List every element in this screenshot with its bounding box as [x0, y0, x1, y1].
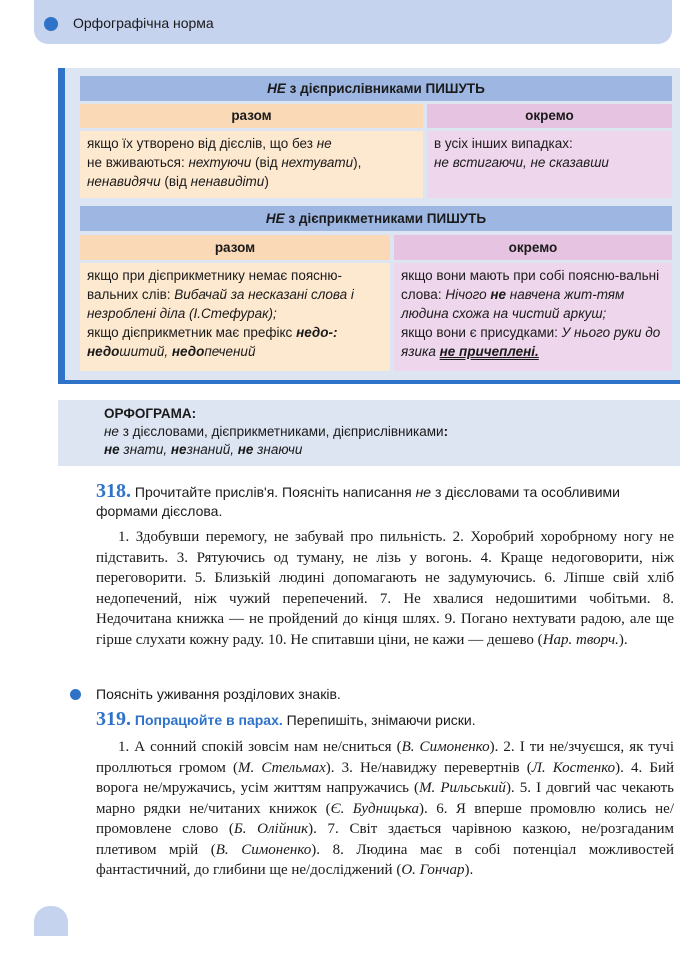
spelling-rule-line: не з дієсловами, дієприкметниками, дієприслівниками:	[104, 424, 449, 439]
table1-cell-separate: в усіх інших випадках: не встигаючи, не сказавши	[427, 131, 672, 198]
table1-cell-together: якщо їх утворено від дієслів, що без не не вживаються: нехтуючи (від нехтувати), ненавидячи (від ненавидіти)	[80, 131, 423, 198]
exercise-318-text: 1. Здобувши перемогу, не забувай про пильність. 2. Хоробрий хоробрному ногу не підставить. 3. Рятуючись од туману, не лізь у вогонь. 4. Краще недоговорити, ніж переговорити. 5. Близькій людині допомагають не задумуючись. 6. Ліпше свій хліб недопечений, ніж чужий перепечений. 7. Не хвалися недошитими чобітьми. 8. Недочитана книжка — не пройдений до кінця шлях. 9. Погано нехтувати радою, але ще гірше слухати кожну раду. 10. Не спитавши ціни, не кажи — дешево (Нар. творч.).	[96, 529, 674, 648]
table1-title: НЕ з дієприслівниками ПИШУТЬ	[80, 76, 672, 101]
table2-cell-together: якщо при дієприкметнику немає поясню-вальних слів: Вибачай за несказані слова і незроблені діла (І.Стефурак); якщо дієприкметник має префікс недо-: недошитий, недопечений	[80, 263, 390, 371]
exercise-319-intro: 319. Попрацюйте в парах. Перепишіть, знімаючи риски.	[96, 708, 476, 730]
spelling-rule-examples: не знати, незнаний, не знаючи	[104, 442, 303, 457]
spelling-rule-box	[58, 400, 680, 466]
table1-col-separate: окремо	[427, 104, 672, 128]
task-bullet-icon	[70, 689, 81, 700]
table2-col-separate: окремо	[394, 235, 672, 260]
exercise-319-text: 1. А сонний спокій зовсім нам не/сниться (В. Симоненко). 2. І ти не/зчуєшся, як тучі проллються громом (М. Стельмах). 3. Не/навиджу перевертнів (Л. Костенко). 4. Бий ворога не/мружачись, усім життям напружачись (М. Рильський). 5. І довгий час чекають марно рядки не/читаних книжок (Є. Будницька). 6. Я вперше промовлю колись не/промовлене слово (Б. Олійник). 7. Світ здається чарівною казкою, не/розгаданим плетивом мрій (В. Симоненко). 8. Людина має в собі потенціал можливостей фантастичний, до глибини ще не/досліджений (О. Гончар).	[96, 739, 674, 878]
table2-cell-separate: якщо вони мають при собі поясню-вальні слова: Нічого не навчена жит-тям людина схожа на чистий аркуш; якщо вони є присудками: У нього руки до язика не причеплені.	[394, 263, 672, 371]
page-number-tab	[34, 906, 68, 936]
exercise-319-number: 319.	[96, 708, 131, 730]
rules-panel-bottom-line	[58, 380, 680, 384]
exercise-318-subtask: Поясніть уживання розділових знаків.	[96, 686, 341, 702]
exercise-318-number: 318.	[96, 480, 131, 502]
header-bullet-icon	[44, 17, 58, 31]
table1-col-together: разом	[80, 104, 423, 128]
table2-title: НЕ з дієприкметниками ПИШУТЬ	[80, 206, 672, 231]
rules-panel-accent	[58, 68, 65, 383]
spelling-rule-title: ОРФОГРАМА:	[104, 406, 197, 421]
table2-col-together: разом	[80, 235, 390, 260]
page-title: Орфографічна норма	[73, 15, 214, 31]
exercise-318-intro: 318. Прочитайте прислів'я. Поясніть написання не з дієсловами та особливими формами дієслова.	[96, 480, 620, 519]
